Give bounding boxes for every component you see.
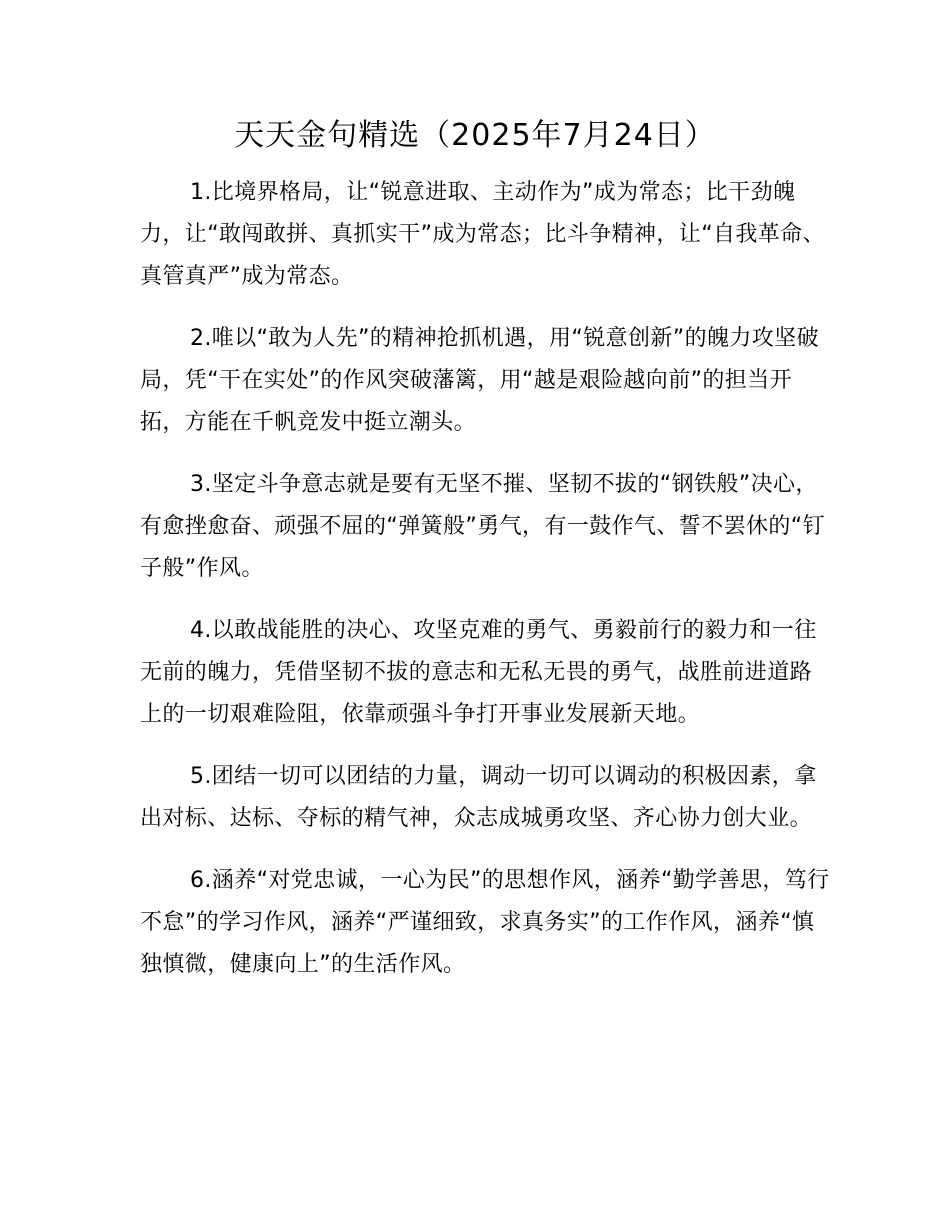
paragraph-2: 2.唯以“敢为人先”的精神抢抓机遇，用“锐意创新”的魄力攻坚破局，凭“干在实处”的作风突破藩篱，用“越是艰险越向前”的担当开拓，方能在千帆竞发中挺立潮头。: [140, 326, 819, 435]
paragraph-5: 5.团结一切可以团结的力量，调动一切可以调动的积极因素，拿出对标、达标、夺标的精气神，众志成城勇攻坚、齐心协力创大业。: [140, 764, 817, 831]
paragraph-6: 6.涵养“对党忠诚，一心为民”的思想作风，涵养“勤学善思，笃行不怠”的学习作风，涵养“严谨细致，求真务实”的工作作风，涵养“慎独慎微，健康向上”的生活作风。: [140, 868, 830, 977]
paragraph-3: 3.坚定斗争意志就是要有无坚不摧、坚韧不拔的“钢铁般”决心，有愈挫愈奋、顽强不屈的“弹簧般”勇气，有一鼓作气、誓不罢休的“钉子般”作风。: [140, 472, 825, 581]
paragraph-4: 4.以敢战能胜的决心、攻坚克难的勇气、勇毅前行的毅力和一往无前的魄力，凭借坚韧不拔的意志和无私无畏的勇气，战胜前进道路上的一切艰难险阻，依靠顽强斗争打开事业发展新天地。: [140, 618, 817, 727]
paragraph-1: 1.比境界格局，让“锐意进取、主动作为”成为常态；比干劲魄力，让“敢闯敢拼、真抓实干”成为常态；比斗争精神，让“自我革命、真管真严”成为常态。: [140, 180, 825, 289]
document-title: 天天金句精选（2025年7月24日）: [234, 118, 716, 153]
document-body: [140, 172, 830, 1006]
